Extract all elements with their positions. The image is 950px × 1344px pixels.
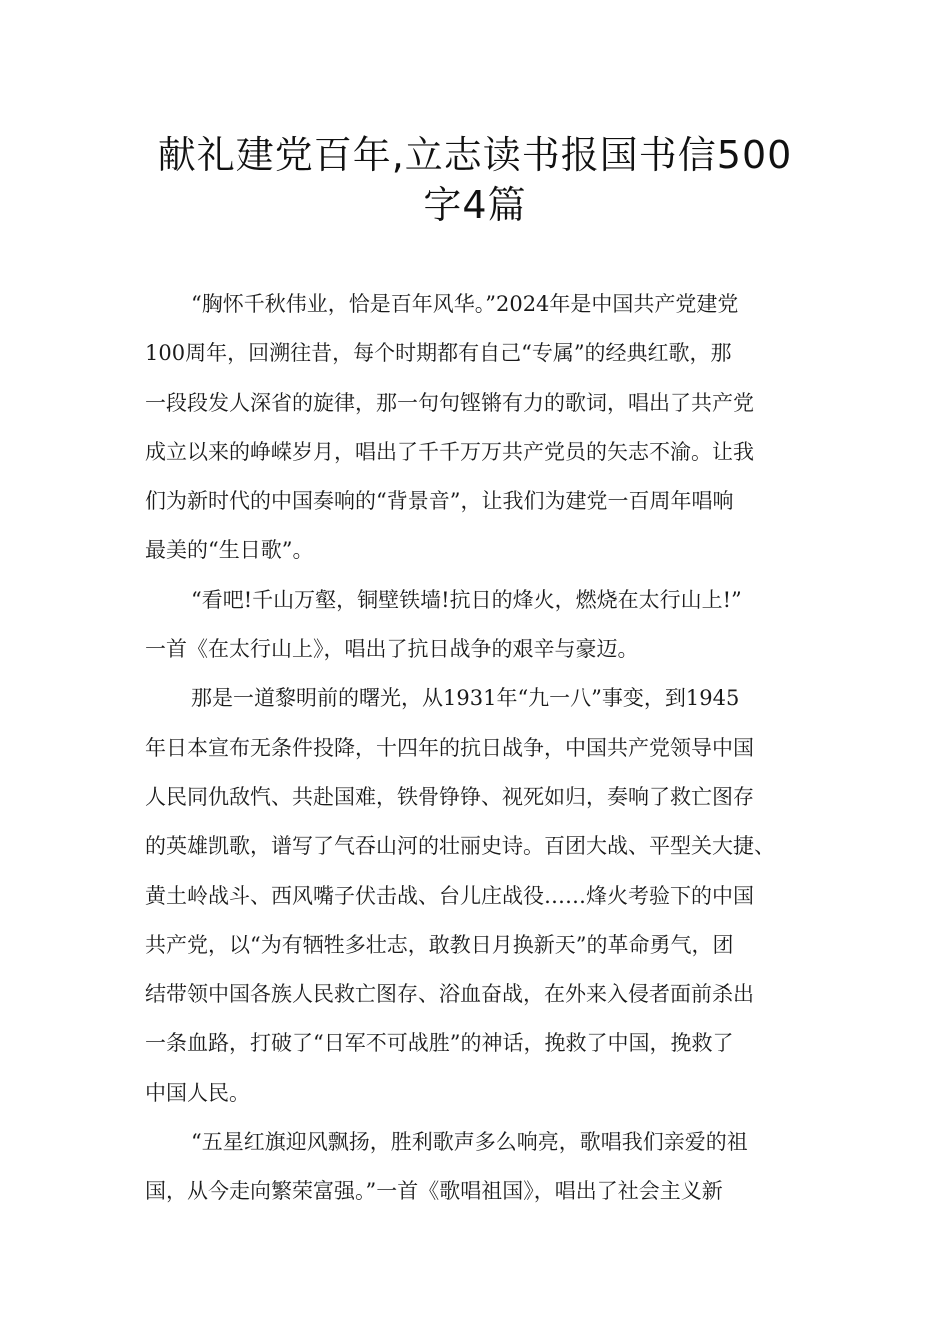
paragraph-line: 最美的“生日歌”。	[145, 538, 314, 563]
title-line: 献礼建党百年,立志读书报国书信500	[157, 133, 793, 177]
paragraph-line: 们为新时代的中国奏响的“背景音”，让我们为建党一百周年唱响	[145, 489, 734, 514]
paragraph-line: 结带领中国各族人民救亡图存、浴血奋战，在外来入侵者面前杀出	[145, 982, 754, 1007]
paragraph-line: 中国人民。	[145, 1080, 250, 1105]
paragraph-line: 年日本宣布无条件投降，十四年的抗日战争，中国共产党领导中国	[145, 735, 754, 760]
paragraph-line: 共产党，以“为有牺牲多壮志，敢教日月换新天”的革命勇气，团	[145, 932, 734, 957]
paragraph-line: 100周年，回溯往昔，每个时期都有自己“专属”的经典红歌，那	[145, 341, 732, 366]
paragraph-line: 黄土岭战斗、西风嘴子伏击战、台儿庄战役……烽火考验下的中国	[145, 883, 754, 908]
paragraph-line: 的英雄凯歌，谱写了气吞山河的壮丽史诗。百团大战、平型关大捷、	[145, 834, 775, 859]
paragraph-line: “五星红旗迎风飘扬，胜利歌声多么响亮，歌唱我们亲爱的祖	[191, 1130, 748, 1155]
paragraph-line: 一段段发人深省的旋律，那一句句铿锵有力的歌词，唱出了共产党	[145, 390, 754, 415]
paragraph-line: “胸怀千秋伟业，恰是百年风华。”2024年是中国共产党建党	[191, 292, 739, 316]
paragraph-line: 人民同仇敌忾、共赴国难，铁骨铮铮、视死如归，奏响了救亡图存	[145, 784, 754, 809]
paragraph-line: 成立以来的峥嵘岁月，唱出了千千万万共产党员的矢志不渝。让我	[145, 439, 754, 464]
paragraph-line: “看吧!千山万壑，铜壁铁墙!抗日的烽火，燃烧在太行山上!”	[191, 587, 742, 612]
paragraph-line: 那是一道黎明前的曙光，从1931年“九一八”事变，到1945	[191, 686, 740, 711]
paragraph-line: 一首《在太行山上》，唱出了抗日战争的艰辛与豪迈。	[145, 637, 639, 662]
document-body	[145, 280, 825, 1217]
paragraph-line: 一条血路，打破了“日军不可战胜”的神话，挽救了中国，挽救了	[145, 1031, 734, 1056]
document-title	[120, 130, 830, 230]
title-line: 字4篇	[423, 183, 527, 227]
paragraph-line: 国，从今走向繁荣富强。”一首《歌唱祖国》，唱出了社会主义新	[145, 1179, 723, 1204]
